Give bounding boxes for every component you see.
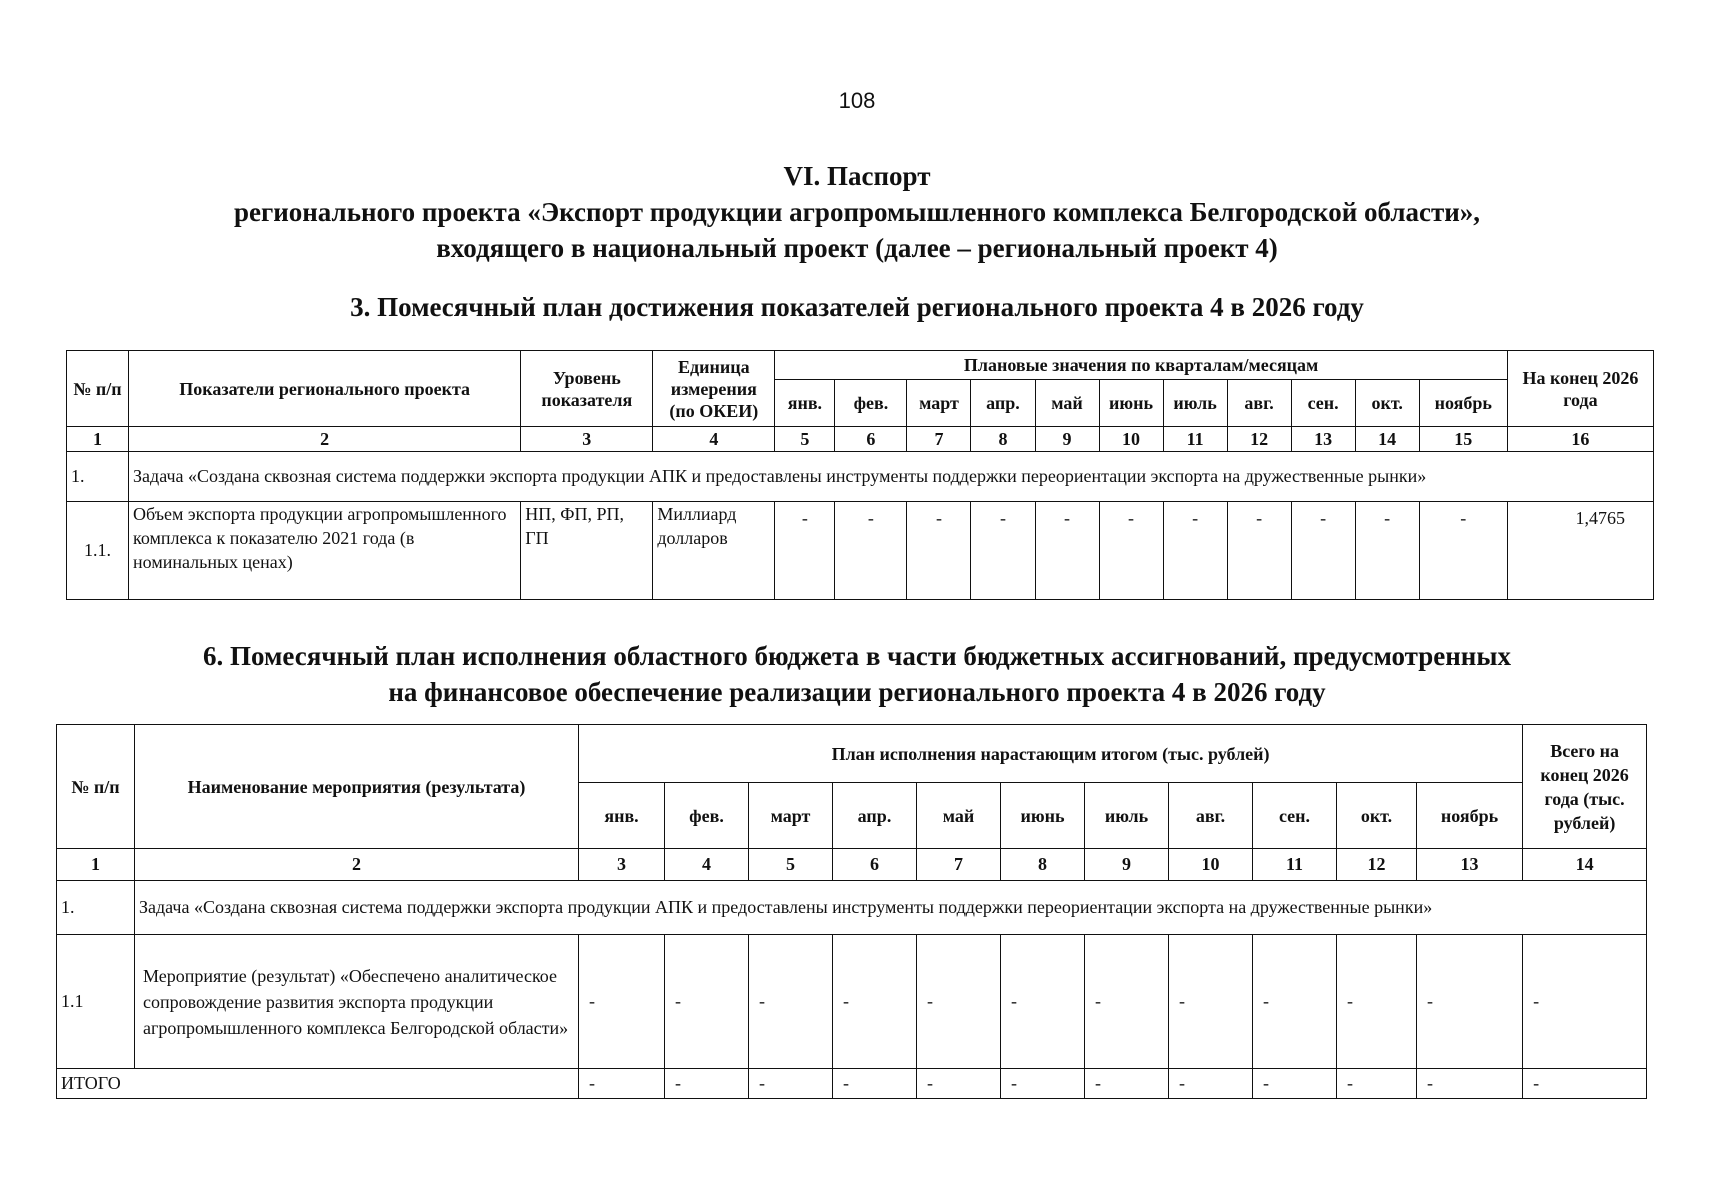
document-heading (0, 158, 1714, 266)
month-header: апр. (971, 380, 1035, 427)
month-header: июль (1085, 783, 1169, 849)
task-row (57, 881, 1647, 935)
column-number: 1 (57, 849, 135, 881)
header-planned: Плановые значения по кварталам/месяцам (775, 351, 1507, 380)
month-total: - (749, 1069, 833, 1099)
heading-line-1: VI. Паспорт (783, 161, 931, 191)
header-row (67, 351, 1654, 380)
month-header: сен. (1291, 380, 1355, 427)
column-number-row (67, 427, 1654, 452)
activity-row (57, 935, 1647, 1069)
month-header: авг. (1169, 783, 1253, 849)
month-value: - (579, 935, 665, 1069)
column-number: 14 (1523, 849, 1647, 881)
indicator-level: НП, ФП, РП, ГП (521, 502, 653, 600)
indicator-unit: Миллиард долларов (653, 502, 775, 600)
column-number: 7 (907, 427, 971, 452)
month-value: - (1001, 935, 1085, 1069)
column-number: 10 (1169, 849, 1253, 881)
month-total: - (1169, 1069, 1253, 1099)
month-value: - (1253, 935, 1337, 1069)
month-header: май (1035, 380, 1099, 427)
budget-table (56, 724, 1647, 1099)
column-number: 9 (1085, 849, 1169, 881)
task-text: Задача «Создана сквозная система поддержки экспорта продукции АПК и предоставлены инструменты поддержки переориентации экспорта на дружественные рынки» (135, 881, 1647, 935)
heading-line-2: регионального проекта «Экспорт продукции агропромышленного комплекса Белгородской области», (233, 197, 1481, 227)
section-6-title (0, 638, 1714, 710)
column-number: 11 (1163, 427, 1227, 452)
column-number: 14 (1355, 427, 1419, 452)
column-number: 2 (129, 427, 521, 452)
header-level: Уровень показателя (521, 351, 653, 427)
month-total: - (833, 1069, 917, 1099)
section-6-title-line-1: 6. Помесячный план исполнения областного бюджета в части бюджетных ассигнований, предусмотренных (203, 641, 1511, 671)
section-3-title: 3. Помесячный план достижения показателей регионального проекта 4 в 2026 году (350, 292, 1364, 322)
grand-total: - (1523, 1069, 1647, 1099)
month-value: - (1035, 502, 1099, 600)
header-num: № п/п (57, 725, 135, 849)
month-header: фев. (835, 380, 907, 427)
month-value: - (1417, 935, 1523, 1069)
row-num: 1.1. (67, 502, 129, 600)
header-plan: План исполнения нарастающим итогом (тыс. рублей) (579, 725, 1523, 783)
column-number: 3 (521, 427, 653, 452)
month-total: - (917, 1069, 1001, 1099)
column-number: 13 (1291, 427, 1355, 452)
column-number: 6 (835, 427, 907, 452)
header-unit: Единица измерения (по ОКЕИ) (653, 351, 775, 427)
header-total: Всего на конец 2026 года (тыс. рублей) (1523, 725, 1647, 849)
total-label: ИТОГО (57, 1069, 579, 1099)
month-value: - (1227, 502, 1291, 600)
month-total: - (1253, 1069, 1337, 1099)
column-number: 13 (1417, 849, 1523, 881)
header-end: На конец 2026 года (1507, 351, 1653, 427)
month-header: янв. (579, 783, 665, 849)
month-value: - (971, 502, 1035, 600)
month-value: - (1099, 502, 1163, 600)
month-header: ноябрь (1417, 783, 1523, 849)
month-header: июнь (1099, 380, 1163, 427)
column-number: 8 (1001, 849, 1085, 881)
column-number: 12 (1337, 849, 1417, 881)
month-value: - (907, 502, 971, 600)
indicator-name: Объем экспорта продукции агропромышленного комплекса к показателю 2021 года (в номинальных ценах) (129, 502, 521, 600)
column-number: 9 (1035, 427, 1099, 452)
month-header: май (917, 783, 1001, 849)
page-number: 108 (838, 88, 876, 113)
month-header: апр. (833, 783, 917, 849)
column-number: 12 (1227, 427, 1291, 452)
column-number: 5 (749, 849, 833, 881)
column-number: 11 (1253, 849, 1337, 881)
month-value: - (1337, 935, 1417, 1069)
month-value: - (833, 935, 917, 1069)
column-number: 16 (1507, 427, 1653, 452)
month-total: - (665, 1069, 749, 1099)
month-value: - (775, 502, 835, 600)
month-value: - (917, 935, 1001, 1069)
column-number: 7 (917, 849, 1001, 881)
indicator-row (67, 502, 1654, 600)
column-number: 2 (135, 849, 579, 881)
month-value: - (1169, 935, 1253, 1069)
month-header: фев. (665, 783, 749, 849)
task-text: Задача «Создана сквозная система поддержки экспорта продукции АПК и предоставлены инструменты поддержки переориентации экспорта на дружественные рынки» (129, 452, 1654, 502)
month-value: - (1355, 502, 1419, 600)
month-header: март (907, 380, 971, 427)
header-num: № п/п (67, 351, 129, 427)
task-num: 1. (67, 452, 129, 502)
month-header: окт. (1337, 783, 1417, 849)
month-value: - (665, 935, 749, 1069)
section-6-title-line-2: на финансовое обеспечение реализации регионального проекта 4 в 2026 году (388, 677, 1326, 707)
month-total: - (1417, 1069, 1523, 1099)
month-header: ноябрь (1419, 380, 1507, 427)
task-row (67, 452, 1654, 502)
month-value: - (1085, 935, 1169, 1069)
column-number: 4 (665, 849, 749, 881)
month-header: июнь (1001, 783, 1085, 849)
column-number: 15 (1419, 427, 1507, 452)
column-number: 4 (653, 427, 775, 452)
month-header: март (749, 783, 833, 849)
total-value: - (1523, 935, 1647, 1069)
column-number: 3 (579, 849, 665, 881)
month-total: - (579, 1069, 665, 1099)
heading-line-3: входящего в национальный проект (далее – региональный проект 4) (436, 233, 1278, 263)
column-number: 10 (1099, 427, 1163, 452)
task-num: 1. (57, 881, 135, 935)
row-num: 1.1 (57, 935, 135, 1069)
header-name: Наименование мероприятия (результата) (135, 725, 579, 849)
month-total: - (1001, 1069, 1085, 1099)
month-header: янв. (775, 380, 835, 427)
indicators-table (66, 350, 1654, 600)
column-number-row (57, 849, 1647, 881)
month-value: - (749, 935, 833, 1069)
activity-name: Мероприятие (результат) «Обеспечено аналитическое сопровождение развития экспорта продукции агропромышленного комплекса Белгородской области» (135, 935, 579, 1069)
month-header: авг. (1227, 380, 1291, 427)
column-number: 6 (833, 849, 917, 881)
column-number: 8 (971, 427, 1035, 452)
month-header: июль (1163, 380, 1227, 427)
header-indicator: Показатели регионального проекта (129, 351, 521, 427)
month-header: сен. (1253, 783, 1337, 849)
end-value: 1,4765 (1507, 502, 1653, 600)
column-number: 5 (775, 427, 835, 452)
month-value: - (1291, 502, 1355, 600)
month-total: - (1085, 1069, 1169, 1099)
column-number: 1 (67, 427, 129, 452)
month-total: - (1337, 1069, 1417, 1099)
month-value: - (1419, 502, 1507, 600)
header-row (57, 725, 1647, 783)
total-row (57, 1069, 1647, 1099)
month-value: - (835, 502, 907, 600)
month-value: - (1163, 502, 1227, 600)
month-header: окт. (1355, 380, 1419, 427)
